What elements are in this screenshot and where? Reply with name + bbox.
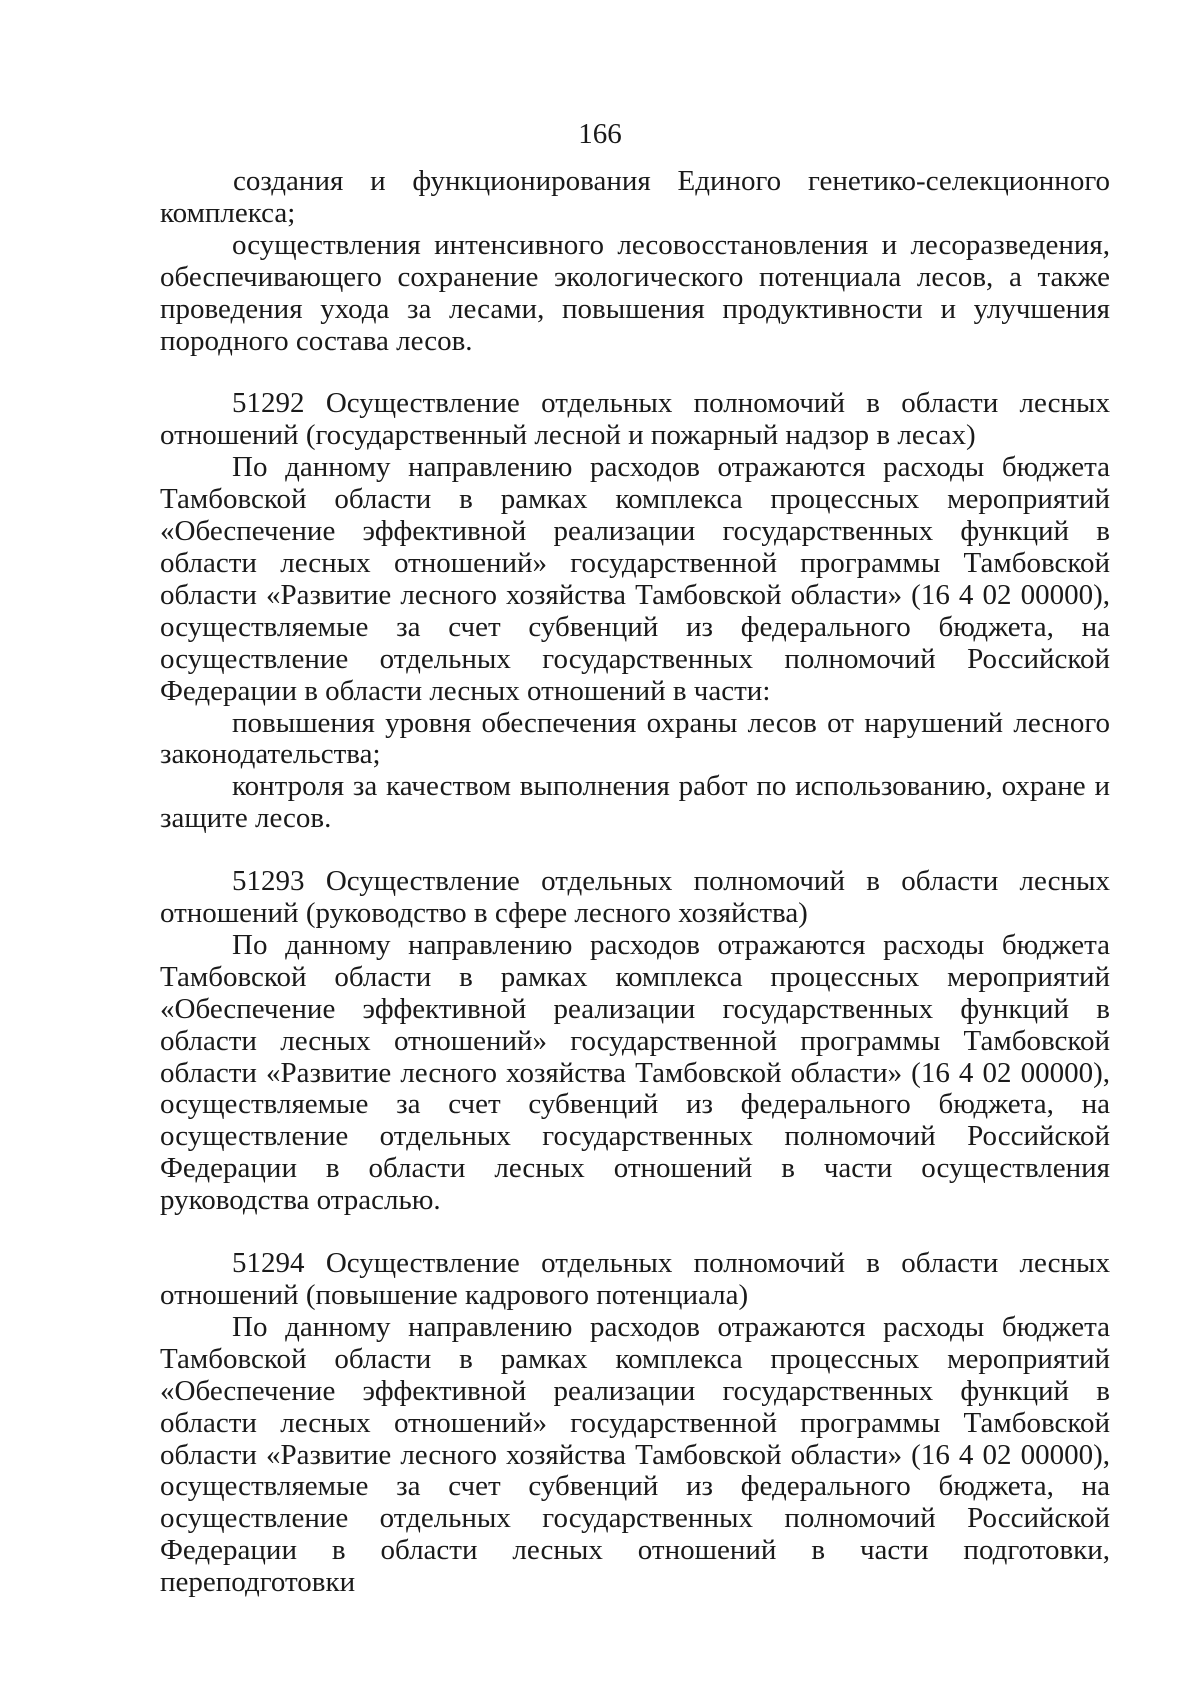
paragraph: создания и функционирования Единого генетико-селекционного комплекса;: [160, 165, 1110, 229]
section-spacer: [160, 835, 1110, 866]
section-heading: 51294 Осуществление отдельных полномочий в области лесных отношений (повышение кадрового потенциала): [160, 1247, 1110, 1311]
section-spacer: [160, 357, 1110, 388]
section-heading: 51292 Осуществление отдельных полномочий в области лесных отношений (государственный лесной и пожарный надзор в лесах): [160, 387, 1110, 452]
paragraph: контроля за качеством выполнения работ по использованию, охране и защите лесов.: [160, 770, 1110, 835]
paragraph: осуществления интенсивного лесовосстановления и лесоразведения, обеспечивающего сохранение экологического потенциала лесов, а также проведения ухода за лесами, повышения продуктивности и улучшения породного состава лесов.: [160, 228, 1110, 357]
section-51294: [160, 1248, 1110, 1599]
section-heading: 51293 Осуществление отдельных полномочий в области лесных отношений (руководство в сфере лесного хозяйства): [160, 865, 1110, 930]
section-51292: [160, 388, 1110, 835]
section-51293: [160, 866, 1110, 1217]
section-spacer: [160, 1217, 1110, 1248]
text-block-continuation: [160, 166, 1110, 357]
document-body: [160, 166, 1110, 1599]
paragraph: По данному направлению расходов отражаются расходы бюджета Тамбовской области в рамках комплекса процессных мероприятий «Обеспечение эффективной реализации государственных функций в области лесных отношений» государственной программы Тамбовской области «Развитие лесного хозяйства Тамбовской области» (16 4 02 00000), осуществляемые за счет субвенций из федерального бюджета, на осуществление отдельных государственных полномочий Российской Федерации в области лесных отношений в части:: [160, 451, 1110, 707]
paragraph: повышения уровня обеспечения охраны лесов от нарушений лесного законодательства;: [160, 706, 1110, 771]
paragraph: По данному направлению расходов отражаются расходы бюджета Тамбовской области в рамках комплекса процессных мероприятий «Обеспечение эффективной реализации государственных функций в области лесных отношений» государственной программы Тамбовской области «Развитие лесного хозяйства Тамбовской области» (16 4 02 00000), осуществляемые за счет субвенций из федерального бюджета, на осуществление отдельных государственных полномочий Российской Федерации в области лесных отношений в части подготовки, переподготовки: [160, 1310, 1110, 1599]
paragraph: По данному направлению расходов отражаются расходы бюджета Тамбовской области в рамках комплекса процессных мероприятий «Обеспечение эффективной реализации государственных функций в области лесных отношений» государственной программы Тамбовской области «Развитие лесного хозяйства Тамбовской области» (16 4 02 00000), осуществляемые за счет субвенций из федерального бюджета, на осуществление отдельных государственных полномочий Российской Федерации в области лесных отношений в части осуществления руководства отраслью.: [160, 928, 1110, 1217]
page-number: 166: [578, 118, 622, 150]
